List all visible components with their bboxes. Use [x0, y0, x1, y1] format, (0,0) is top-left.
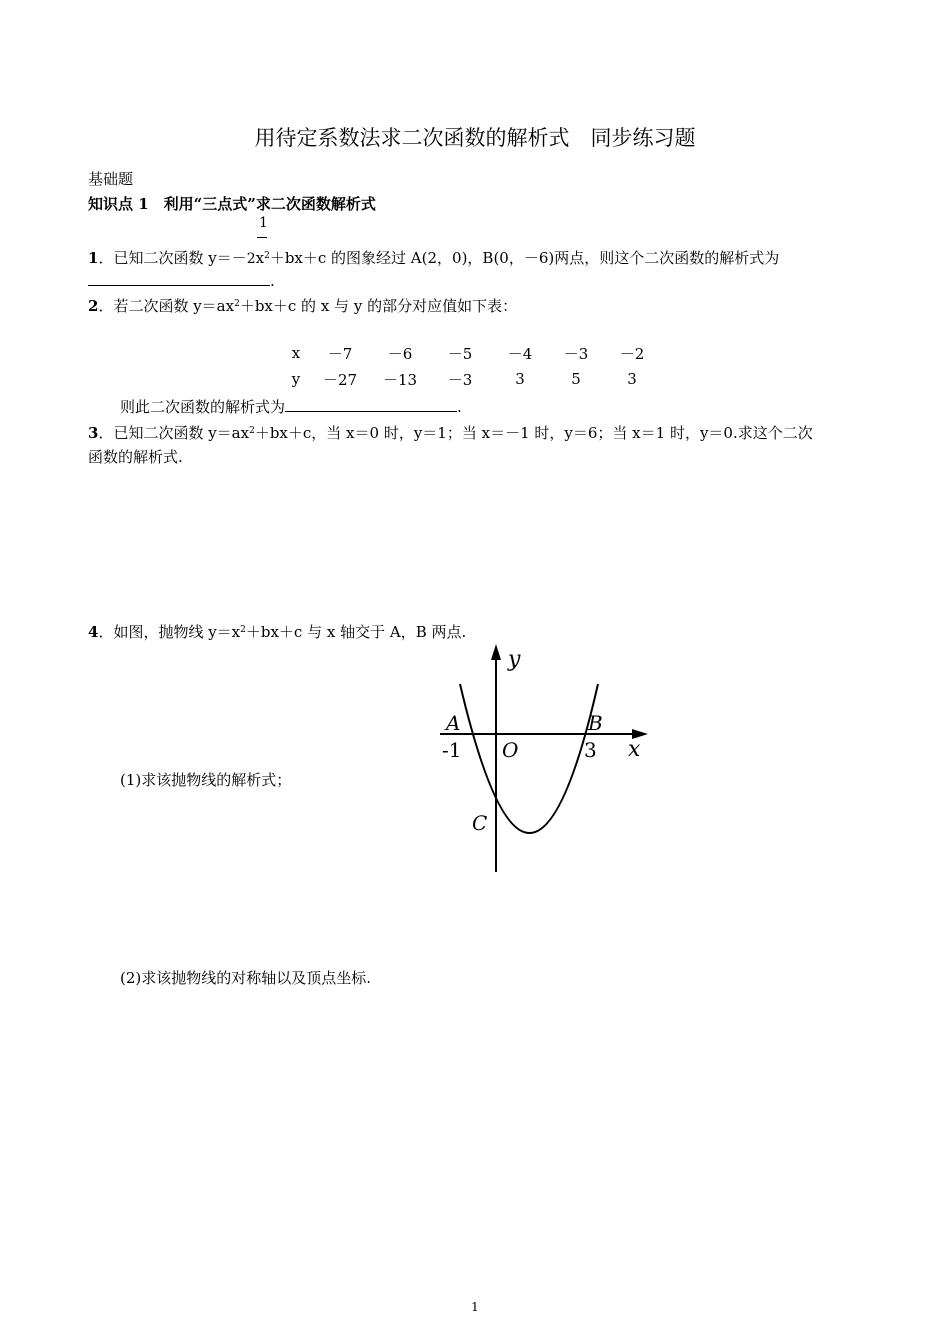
q3-number: 3	[88, 424, 99, 442]
page-title: 用待定系数法求二次函数的解析式 同步练习题	[254, 126, 696, 150]
question-1	[88, 246, 779, 269]
table-cell: －3	[447, 370, 473, 389]
table-cell: －4	[507, 344, 533, 363]
table-cell: －13	[382, 370, 418, 389]
point-a-label: A	[446, 711, 461, 735]
q4-part-1: (1)求该抛物线的解析式；	[120, 771, 292, 789]
q2-answer-blank[interactable]	[285, 397, 457, 412]
q2-answer-end: .	[457, 398, 462, 416]
parabola-figure	[430, 640, 660, 880]
tick-label-b: 3	[584, 738, 597, 762]
q1-var-x: x	[255, 249, 265, 267]
question-4	[88, 620, 466, 642]
point-c-label: C	[472, 811, 488, 835]
x-axis-label: x	[628, 737, 641, 762]
q4-part-2: (2)求该抛物线的对称轴以及顶点坐标.	[120, 969, 372, 987]
q4-text-post: ＋bx＋c 与 x 轴交于 A，B 两点.	[245, 623, 467, 641]
q4-exponent: 2	[240, 625, 246, 635]
q1-number: 1	[88, 249, 99, 267]
q1-fraction-bar	[257, 237, 267, 238]
page-number: 1	[471, 1300, 479, 1314]
question-2	[88, 294, 517, 316]
q2-text-post: ＋bx＋c 的 x 与 y 的部分对应值如下表：	[239, 297, 518, 315]
q4-number: 4	[88, 623, 99, 641]
q1-fraction-numerator: 1	[259, 215, 268, 231]
q1-text-post: ＋bx＋c 的图象经过 A(2，0)，B(0，－6)两点，则这个二次函数的解析式为	[269, 249, 780, 267]
table-row-y	[282, 366, 662, 392]
q3-text-line2: 函数的解析式.	[88, 448, 183, 466]
value-table	[282, 340, 662, 392]
q3-text-line1: ＋bx＋c，当 x＝0 时，y＝1；当 x＝－1 时，y＝6；当 x＝1 时，y＝0.求这个二次	[254, 424, 813, 442]
q3-exponent: 2	[249, 426, 255, 436]
table-cell: －3	[563, 344, 589, 363]
origin-label: O	[502, 738, 519, 762]
question-3	[88, 421, 813, 443]
knowledge-heading: 知识点 1 利用“三点式”求二次函数解析式	[88, 195, 376, 213]
q1-answer-line	[88, 271, 275, 291]
q2-exponent: 2	[234, 299, 240, 309]
table-row-x	[282, 340, 662, 366]
tick-label-a: -1	[442, 738, 462, 762]
q2-answer-line	[120, 397, 462, 417]
q1-fraction-denominator: 2	[246, 251, 256, 267]
q2-number: 2	[88, 297, 99, 315]
table-cell: －7	[327, 344, 353, 363]
table-cell: －6	[387, 344, 413, 363]
q1-answer-end: .	[270, 272, 275, 290]
section-heading: 基础题	[88, 170, 134, 188]
q2-answer-text: 则此二次函数的解析式为	[120, 398, 286, 416]
y-axis-arrow	[491, 644, 501, 660]
table-cell: －27	[322, 370, 358, 389]
table-row-label-x: x	[291, 344, 301, 362]
q1-exponent: 2	[264, 251, 270, 261]
q1-text-pre: ．已知二次函数 y＝－	[98, 249, 247, 267]
q4-text-pre: ．如图，抛物线 y＝x	[98, 623, 241, 641]
point-b-label: B	[588, 711, 603, 735]
table-cell: 5	[571, 370, 581, 388]
q2-text-pre: ．若二次函数 y＝ax	[98, 297, 235, 315]
q1-answer-blank[interactable]	[88, 271, 270, 286]
y-axis-label: y	[508, 647, 521, 672]
table-row-label-y: y	[291, 370, 301, 388]
q3-text-pre: ．已知二次函数 y＝ax	[98, 424, 250, 442]
table-cell: －2	[619, 344, 645, 363]
table-cell: 3	[627, 370, 637, 388]
table-cell: －5	[447, 344, 473, 363]
table-cell: 3	[515, 370, 525, 388]
